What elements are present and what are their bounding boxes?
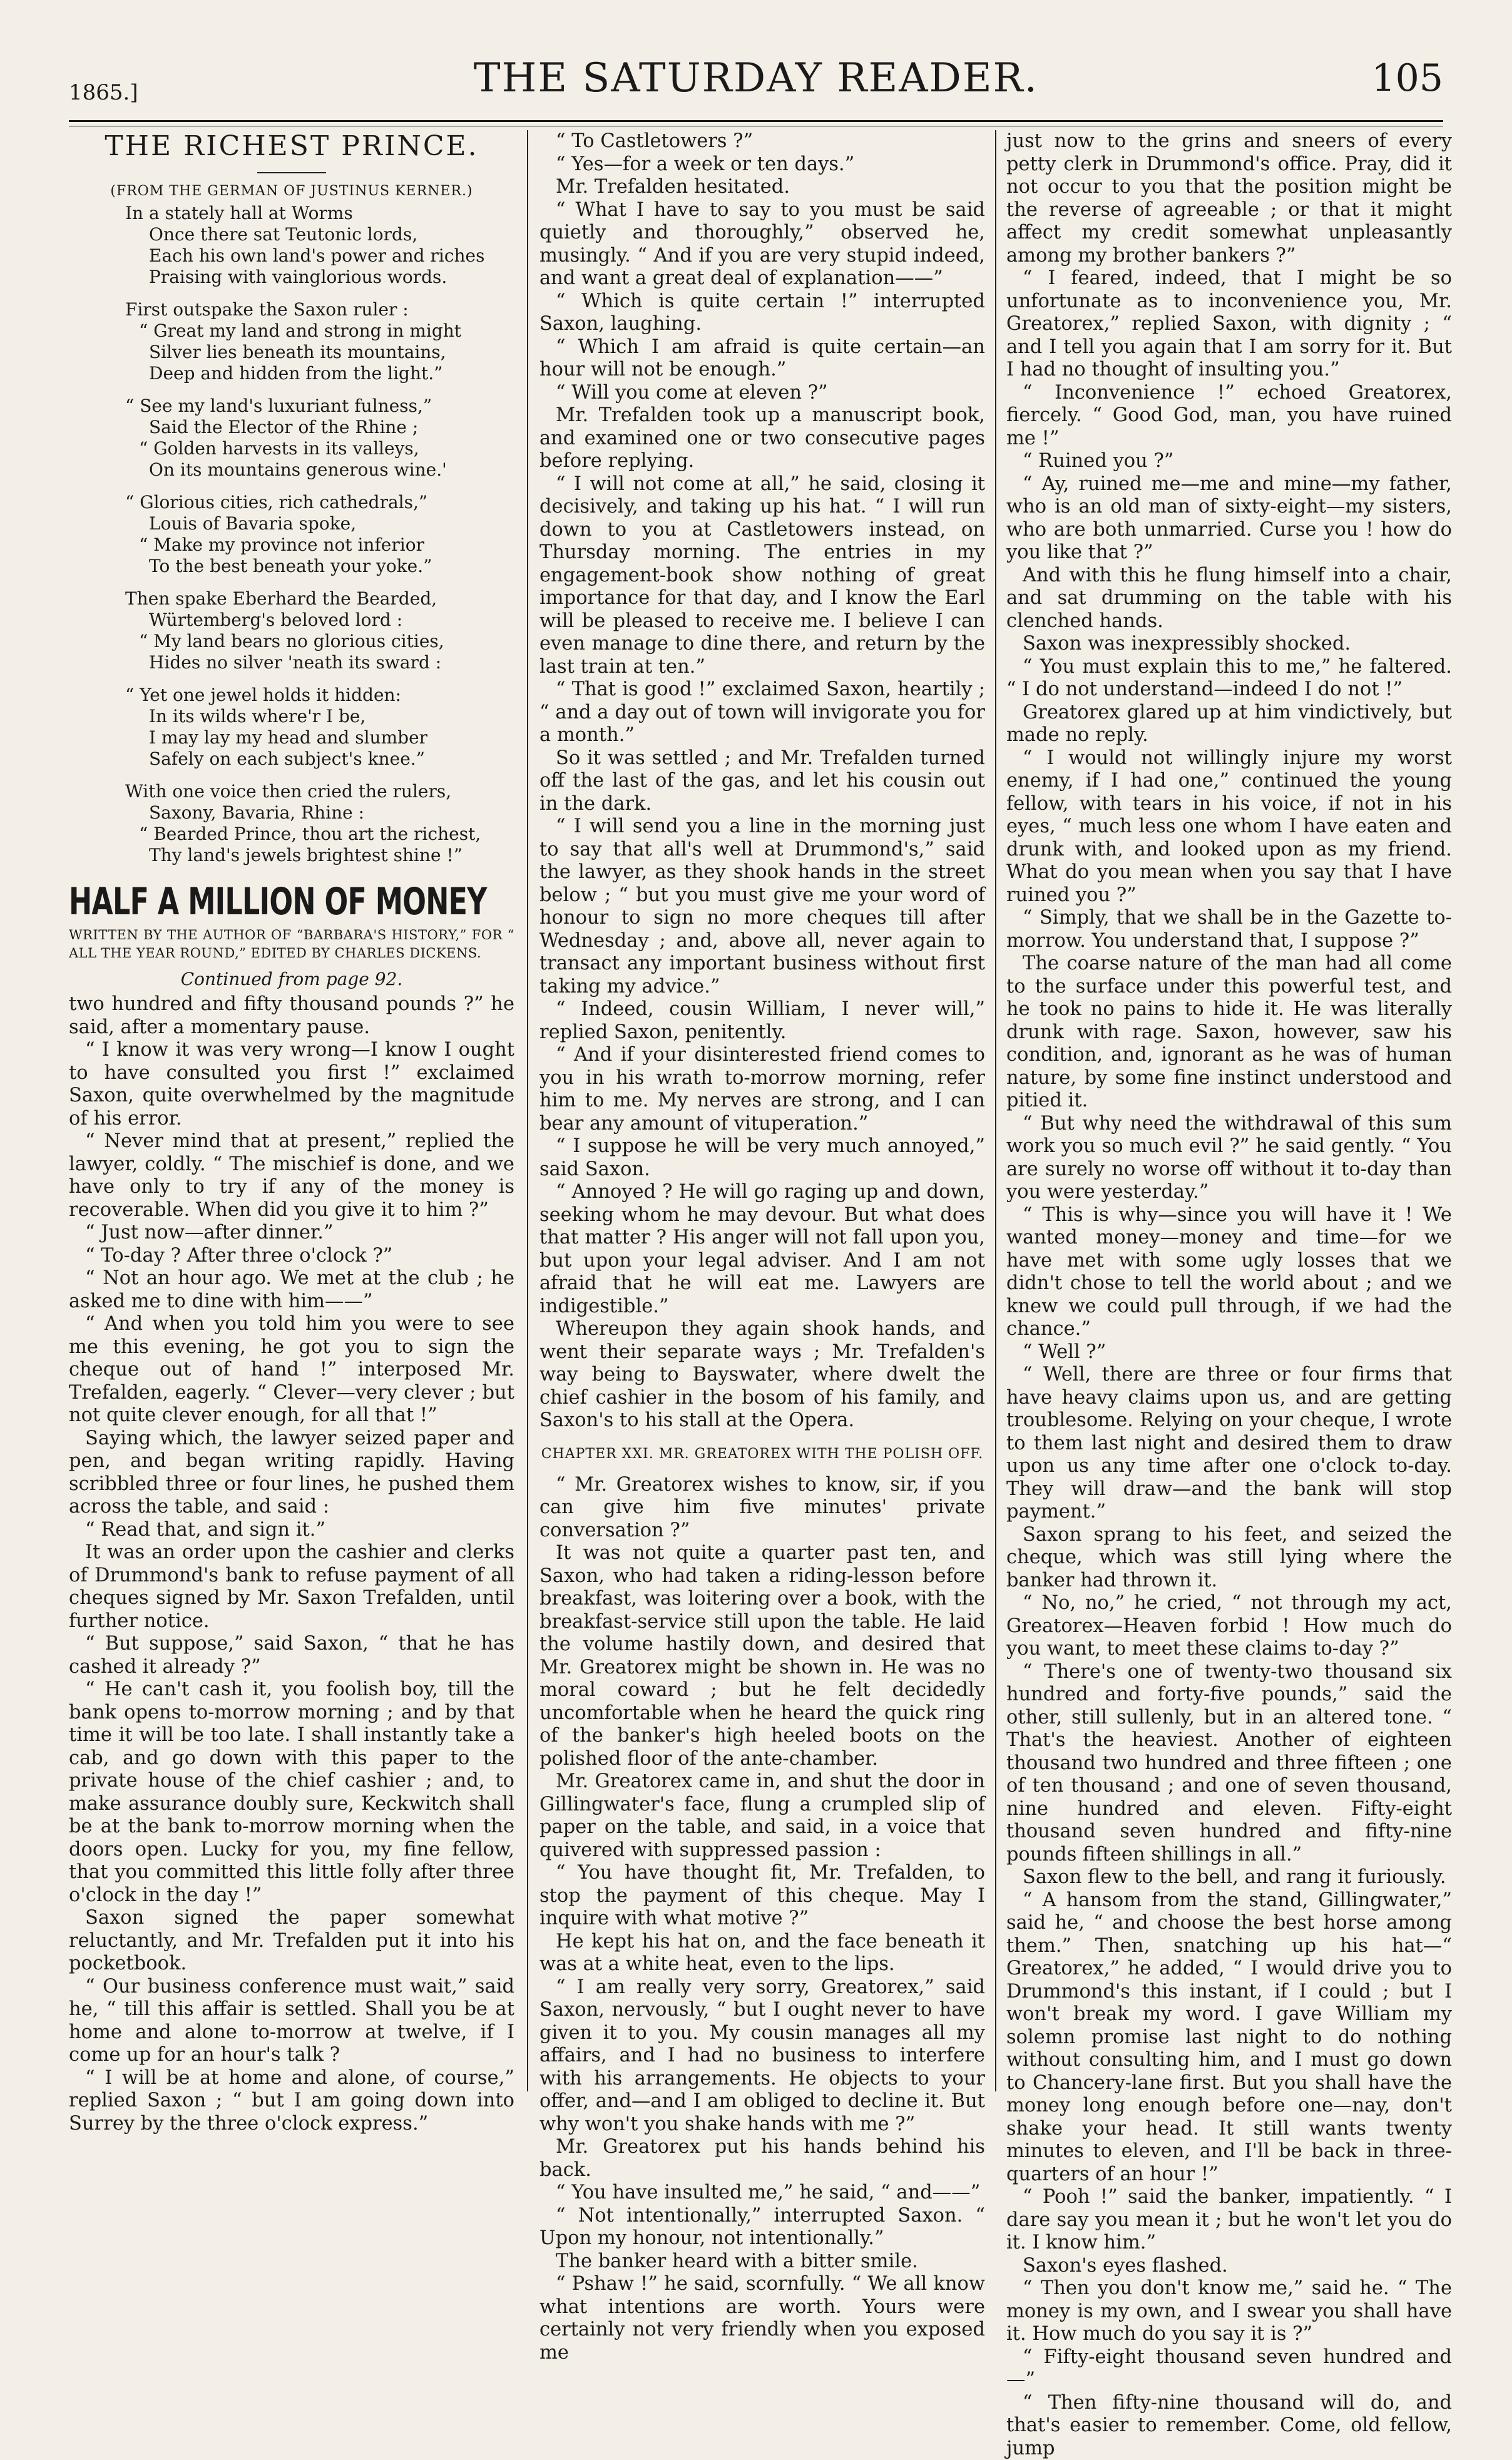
page-header [69,50,1443,119]
poem-stanza [69,299,514,384]
article-paragraph: “ Indeed, cousin William, I never will,” replied Saxon, penitently. [539,998,985,1044]
article-text-col3 [1006,130,1452,2460]
article-paragraph: Saxon flew to the bell, and rang it furiously. [1006,1866,1452,1889]
poem-line: Saxony, Bavaria, Rhine : [69,802,514,824]
page-number: 105 [1371,56,1443,100]
poem-line: In a stately hall at Worms [69,203,514,224]
article-paragraph: “ Never mind that at present,” replied the lawyer, coldly. “ The mischief is done, and we have only to try if any of the money is recoverable. When did you give it to him ?” [69,1130,514,1222]
article-paragraph: Mr. Greatorex came in, and shut the door in Gillingwater's face, flung a crumpled slip of paper on the table, and said, in a voice that quivered with suppressed passion : [539,1770,985,1862]
poem-line: “ Glorious cities, rich cathedrals,” [69,492,514,513]
article-paragraph: Mr. Greatorex put his hands behind his back. [539,2136,985,2182]
article-paragraph: “ Then fifty-nine thousand will do, and that's easier to remember. Come, old fellow, jump [1006,2392,1452,2460]
article-paragraph: “ To-day ? After three o'clock ?” [69,1245,514,1268]
article-byline: WRITTEN BY THE AUTHOR OF “BARBARA'S HISTORY,” FOR “ ALL THE YEAR ROUND,” EDITED BY CHARLES DICKENS. [69,926,514,962]
article-paragraph: “ I feared, indeed, that I might be so unfortunate as to inconvenience you, Mr. Greatorex,” replied Saxon, with dignity ; “ and I tell you again that I am sorry for it. But I had no thought of insulting you.” [1006,267,1452,382]
article-paragraph: “ Well, there are three or four firms that have heavy claims upon us, and are getting troublesome. Relying on your cheque, I wrote to them last night and desired them to draw upon us any time after one o'clock to-day. They will draw—and the bank will stop payment.” [1006,1364,1452,1524]
article-paragraph: “ I would not willingly injure my worst enemy, if I had one,” continued the young fellow, with tears in his voice, if not in his eyes, “ much less one whom I have eaten and drunk with, and looked upon as my friend. What do you mean when you say that I have ruined you ?” [1006,747,1452,907]
poem-line: “ See my land's luxuriant fulness,” [69,396,514,417]
article-paragraph: Mr. Trefalden hesitated. [539,176,985,199]
article-paragraph: “ Which is quite certain !” interrupted Saxon, laughing. [539,290,985,336]
poem-stanza [69,203,514,288]
article-text-col2b [539,1474,985,2365]
continued-note: Continued from page 92. [69,969,514,989]
article-paragraph: So it was settled ; and Mr. Trefalden turned off the last of the gas, and let his cousin out in the dark. [539,747,985,816]
article-paragraph: “ Pshaw !” he said, scornfully. “ We all know what intentions are worth. Yours were certainly not very friendly when you exposed me [539,2273,985,2364]
article-paragraph: “ He can't cash it, you foolish boy, till the bank opens to-morrow morning ; and by that time it will be too late. I shall instantly take a cab, and go down with this paper to the private house of the chief cashier ; and, to make assurance doubly sure, Keckwitch shall be at the bank to-morrow morning when the doors open. Lucky for you, my fine fellow, that you committed this little folly after three o'clock in the day !” [69,1678,514,1907]
article-paragraph: “ There's one of twenty-two thousand six hundred and forty-five pounds,” said the other, still sullenly, but in an altered tone. “ That's the heaviest. Another of eighteen thousand two hundred and three fifteen ; one of ten thousand ; and one of seven thousand, nine hundred and eleven. Fifty-eight thousand seven hundred and fifty-nine pounds fifteen shillings in all.” [1006,1661,1452,1867]
poem-line: “ Great my land and strong in might [69,320,514,342]
article-paragraph: He kept his hat on, and the face beneath it was at a white heat, even to the lips. [539,1931,985,1976]
article-paragraph: “ Inconvenience !” echoed Greatorex, fiercely. “ Good God, man, you have ruined me !” [1006,382,1452,451]
article-paragraph: Greatorex glared up at him vindictively, but made no reply. [1006,702,1452,747]
article-paragraph: “ And when you told him you were to see me this evening, he got you to sign the cheque out of hand !” interposed Mr. Trefalden, eagerly. “ Clever—very clever ; but not quite clever enough, for all that !” [69,1313,514,1427]
poem-line: Praising with vainglorious words. [69,267,514,288]
poem-line: “ Yet one jewel holds it hidden: [69,685,514,706]
poem-stanza [69,781,514,866]
article-title: HALF A MILLION OF MONEY [69,880,399,924]
poem-line: Said the Elector of the Rhine ; [69,417,514,438]
article-paragraph: Saxon sprang to his feet, and seized the cheque, which was still lying where the banker had thrown it. [1006,1524,1452,1593]
article-paragraph: Saying which, the lawyer seized paper and pen, and began writing rapidly. Having scribbled three or four lines, he pushed them across the table, and said : [69,1427,514,1519]
article-paragraph: “ And if your disinterested friend comes to you in his wrath to-morrow morning, refer him to me. My nerves are strong, and I can bear any amount of vituperation.” [539,1044,985,1135]
header-date-mark: 1865.] [69,80,138,105]
article-paragraph: “ Will you come at eleven ?” [539,382,985,405]
article-paragraph: It was an order upon the cashier and clerks of Drummond's bank to refuse payment of all cheques signed by Mr. Saxon Trefalden, until further notice. [69,1541,514,1633]
article-paragraph: “ I am really very sorry, Greatorex,” said Saxon, nervously, “ but I ought never to have given it to you. My cousin manages all my affairs, and I had no business to interfere with his arrangements. He objects to your offer, and—and I am obliged to decline it. But why won't you shake hands with me ?” [539,1976,985,2136]
article-paragraph: “ Fifty-eight thousand seven hundred and—” [1006,2346,1452,2392]
poem-stanza [69,685,514,770]
poem-line: Würtemberg's beloved lord : [69,610,514,631]
article-paragraph: “ Pooh !” said the banker, impatiently. “ I dare say you mean it ; but he won't let you do it. I know him.” [1006,2186,1452,2255]
poem-line: “ Bearded Prince, thou art the richest, [69,824,514,845]
article-paragraph: “ Read that, and sign it.” [69,1519,514,1542]
poem-line: Hides no silver 'neath its sward : [69,652,514,673]
article-paragraph: “ You have thought fit, Mr. Trefalden, to stop the payment of this cheque. May I inquire with what motive ?” [539,1862,985,1931]
article-paragraph: “ I suppose he will be very much annoyed,” said Saxon. [539,1135,985,1181]
article-paragraph: “ But suppose,” said Saxon, “ that he has cashed it already ?” [69,1633,514,1678]
article-paragraph: “ Yes—for a week or ten days.” [539,153,985,176]
header-rule [69,120,1443,126]
article-paragraph: “ Which I am afraid is quite certain—an hour will not be enough.” [539,336,985,382]
article-paragraph: “ Then you don't know me,” said he. “ The money is my own, and I swear you shall have it. How much do you say it is ?” [1006,2277,1452,2346]
poem-line: First outspake the Saxon ruler : [69,299,514,320]
article-paragraph: “ Mr. Greatorex wishes to know, sir, if you can give him five minutes' private conversation ?” [539,1474,985,1543]
article-paragraph: “ Not intentionally,” interrupted Saxon. “ Upon my honour, not intentionally.” [539,2205,985,2250]
article-paragraph: The coarse nature of the man had all come to the surface under this powerful test, and he took no pains to hide it. He was literally drunk with rage. Saxon, however, saw his condition, and, ignorant as he was of human nature, by some fine instinct understood and pitied it. [1006,952,1452,1113]
poem-line: Each his own land's power and riches [69,245,514,267]
column-divider [527,130,528,2091]
article-paragraph: “ To Castletowers ?” [539,130,985,153]
article-paragraph: “ Our business conference must wait,” said he, “ till this affair is settled. Shall you be at home and alone to-morrow at twelve, if I come up for an hour's talk ? [69,1976,514,2067]
article-paragraph: “ But why need the withdrawal of this sum work you so much evil ?” he said gently. “ You are surely no worse off without it to-day than you were yesterday.” [1006,1113,1452,1204]
column-3 [1006,130,1452,2091]
article-paragraph: “ I will not come at all,” he said, closing it decisively, and taking up his hat. “ I will run down to you at Castletowers instead, on Thursday morning. The entries in my engagement-book show nothing of great importance for that day, and I know the Earl will be pleased to receive me. I believe I can even manage to dine there, and return by the last train at ten.” [539,473,985,679]
poem-line: On its mountains generous wine.' [69,459,514,481]
article-paragraph: “ Annoyed ? He will go raging up and down, seeking whom he may devour. But what does that matter ? His anger will not fall upon you, but upon your legal adviser. And I am not afraid that he will eat me. Lawyers are indigestible.” [539,1181,985,1318]
article-paragraph: And with this he flung himself into a chair, and sat drumming on the table with his clenched hands. [1006,564,1452,633]
poem-line: In its wilds where'r I be, [69,706,514,727]
poem-line: With one voice then cried the rulers, [69,781,514,802]
article-paragraph: “ I know it was very wrong—I know I ought to have consulted you first !” exclaimed Saxon, quite overwhelmed by the magnitude of his error. [69,1039,514,1130]
article-paragraph: It was not quite a quarter past ten, and Saxon, who had taken a riding-lesson before breakfast, was loitering over a book, with the breakfast-service still upon the table. He laid the volume hastily down, and desired that Mr. Greatorex might be shown in. He was no moral coward ; but he felt decidedly uncomfortable when he heard the quick ring of the banker's high heeled boots on the polished floor of the ante-chamber. [539,1542,985,1770]
article-paragraph: “ I will send you a line in the morning just to say that all's well at Drummond's,” said the lawyer, as they shook hands in the street below ; “ but you must give me your word of honour to sign no more cheques till after Wednesday ; and, above all, never again to transact any important business without first taking my advice.” [539,815,985,998]
poem-line: Silver lies beneath its mountains, [69,342,514,363]
poem-line: “ My land bears no glorious cities, [69,631,514,652]
poem-line: To the best beneath your yoke.” [69,556,514,577]
article-paragraph: “ Not an hour ago. We met at the club ; he asked me to dine with him——” [69,1267,514,1313]
article-paragraph: Whereupon they again shook hands, and went their separate ways ; Mr. Trefalden's way being to Bayswater, where dwelt the chief cashier in the bosom of his family, and Saxon's to his stall at the Opera. [539,1318,985,1432]
article-paragraph: “ You have insulted me,” he said, “ and——” [539,2182,985,2205]
article-paragraph: “ This is why—since you will have it ! We wanted money—money and time—for we have met with some ugly losses that we didn't chose to tell the world about ; and we knew we could pull through, if we had the chance.” [1006,1204,1452,1341]
article-text-col1 [69,993,514,2135]
poem-line: “ Make my province not inferior [69,534,514,556]
poem-line: “ Golden harvests in its valleys, [69,438,514,459]
article-paragraph: Saxon was inexpressibly shocked. [1006,633,1452,656]
column-divider [995,130,996,2091]
article-paragraph: “ What I have to say to you must be said quietly and thoroughly,” observed he, musingly. “ And if you are very stupid indeed, and want a great deal of explanation——” [539,199,985,290]
poem-line: Louis of Bavaria spoke, [69,513,514,534]
poem-stanza [69,492,514,577]
article-paragraph: “ A hansom from the stand, Gillingwater,” said he, “ and choose the best horse among them.” Then, snatching up his hat—“ Greatorex,” he added, “ I would drive you to Drummond's this instant, if I could ; but I won't break my word. I gave William my solemn promise last night to do nothing without consulting him, and I must go down to Chancery-lane first. But you shall have the money long enough before one—nay, don't shake your head. It still wants twenty minutes to eleven, and I'll be back in three-quarters of an hour !” [1006,1889,1452,2187]
article-paragraph: “ You must explain this to me,” he faltered. “ I do not understand—indeed I do not !” [1006,656,1452,702]
poem-body [69,203,514,866]
poem-title: THE RICHEST PRINCE. [69,130,514,162]
poem-source: (FROM THE GERMAN OF JUSTINUS KERNER.) [69,183,514,199]
article-paragraph: “ Ay, ruined me—me and mine—my father, who is an old man of sixty-eight—my sisters, who are both unmarried. Curse you ! how do you like that ?” [1006,473,1452,564]
poem-line: Thy land's jewels brightest shine !” [69,845,514,866]
poem-line: Then spake Eberhard the Bearded, [69,588,514,610]
article-paragraph: Saxon signed the paper somewhat reluctantly, and Mr. Trefalden put it into his pocketbook. [69,1907,514,1976]
article-paragraph: “ Ruined you ?” [1006,450,1452,473]
poem-line: I may lay my head and slumber [69,727,514,748]
article-paragraph: Saxon's eyes flashed. [1006,2255,1452,2278]
poem-line: Safely on each subject's knee.” [69,748,514,770]
article-paragraph: “ Well ?” [1006,1341,1452,1364]
masthead-title: THE SATURDAY READER. [69,55,1443,101]
article-paragraph: “ Simply, that we shall be in the Gazette to-morrow. You understand that, I suppose ?” [1006,907,1452,952]
poem-title-rule [257,172,326,173]
column-2 [539,130,985,2091]
article-paragraph: two hundred and fifty thousand pounds ?” he said, after a momentary pause. [69,993,514,1039]
article-paragraph: “ That is good !” exclaimed Saxon, heartily ; “ and a day out of town will invigorate you for a month.” [539,678,985,747]
article-text-col2a [539,130,985,1432]
article-paragraph: “ I will be at home and alone, of course,” replied Saxon ; “ but I am going down into Surrey by the three o'clock express.” [69,2067,514,2136]
poem-line: Deep and hidden from the light.” [69,363,514,384]
poem-line: Once there sat Teutonic lords, [69,224,514,245]
poem-stanza [69,396,514,481]
article-paragraph: “ Just now—after dinner.” [69,1222,514,1245]
article-paragraph: “ No, no,” he cried, “ not through my act, Greatorex—Heaven forbid ! How much do you want, to meet these claims to-day ?” [1006,1592,1452,1661]
poem-stanza [69,588,514,673]
chapter-heading: CHAPTER XXI. MR. GREATOREX WITH THE POLISH OFF. [539,1445,985,1464]
article-paragraph: just now to the grins and sneers of every petty clerk in Drummond's office. Pray, did it not occur to you that the position might be the reverse of agreeable ; or that it might affect my credit somewhat unpleasantly among my brother bankers ?” [1006,130,1452,267]
article-paragraph: Mr. Trefalden took up a manuscript book, and examined one or two consecutive pages before replying. [539,404,985,473]
article-paragraph: The banker heard with a bitter smile. [539,2250,985,2274]
column-1 [69,130,514,2091]
